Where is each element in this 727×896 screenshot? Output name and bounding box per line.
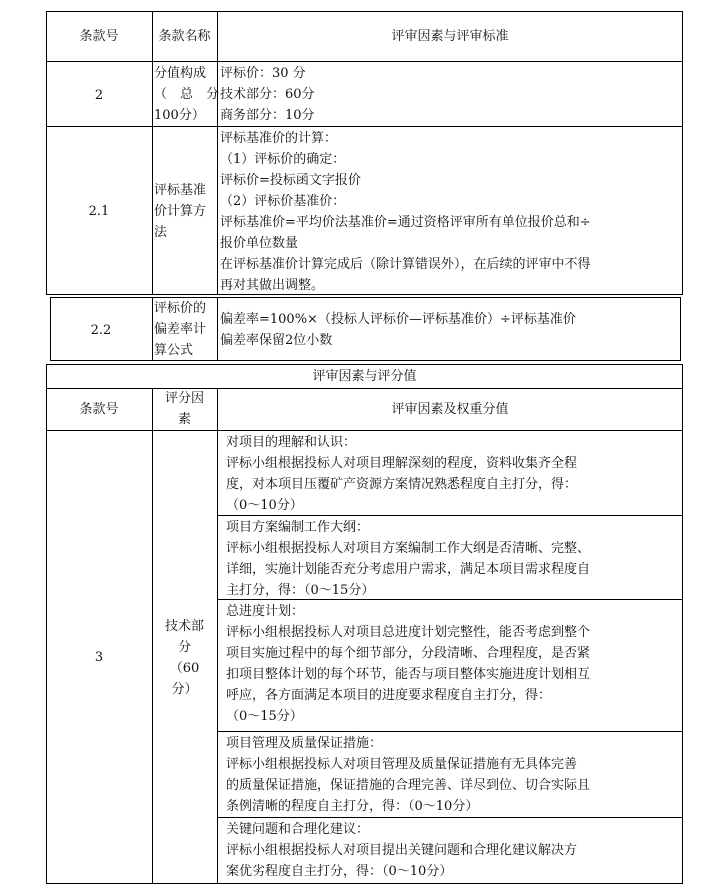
header-factor: 评分因 素 <box>164 391 204 427</box>
header-clause-no-2: 条款号 <box>79 402 119 417</box>
scoring-item-quality: 项目管理及质量保证措施： 评标小组根据投标人对项目管理及质量保证措施有无具体完善 的质量保证措施，保证措施的合理完善、详尽到位、切合实际且 条例清晰的程度自主打分，得：（0～10分） <box>226 736 591 814</box>
clause-no-2-1: 2.1 <box>88 204 110 219</box>
header-criteria-weight: 评审因素及权重分值 <box>391 402 509 417</box>
header-clause-name: 条款名称 <box>158 29 211 44</box>
clause-no-2: 2 <box>94 88 104 103</box>
criteria-2: 评标价：30 分 技术部分：60分 商务部分：10分 <box>220 66 315 123</box>
criteria-2-1: 评标基准价的计算： （1）评标价的确定： 评标价=投标函文字报价 （2）评标价基准价： 评标基准价=平均价法基准价=通过资格评审所有单位报价总和÷ 报价单位数量 在评标基准价计算完成后（除计算错误外），在后续的评审中不得 再对其做出调整。 <box>220 131 591 293</box>
scoring-item-suggestions: 关键问题和合理化建议： 评标小组根据投标人对项目提出关键问题和合理化建议解决方 案优劣程度自主打分，得：（0～10分） <box>226 822 578 879</box>
clause-no-3: 3 <box>94 650 104 665</box>
header-clause-no: 条款号 <box>79 29 119 44</box>
criteria-2-2: 偏差率=100%×（投标人评标价—评标基准价）÷评标基准价 偏差率保留2位小数 <box>220 312 576 348</box>
scoring-item-outline: 项目方案编制工作大纲： 评标小组根据投标人对项目方案编制工作大纲是否清晰、完整、 详细，实施计划能否充分考虑用户需求，满足本项目需求程度自 主打分，得：（0～15分） <box>226 520 591 598</box>
header-criteria: 评审因素与评审标准 <box>391 29 509 44</box>
clause-name-2-2: 评标价的 偏差率计 算公式 <box>154 301 207 358</box>
clause-name-2-1: 评标基准 价计算方 法 <box>154 183 207 240</box>
scoring-table-title: 评审因素与评分值 <box>312 369 417 384</box>
factor-technical: 技术部 分 （60 分） <box>164 619 204 697</box>
clause-no-2-2: 2.2 <box>90 323 112 338</box>
scoring-item-schedule: 总进度计划： 评标小组根据投标人对项目总进度计划完整性，能否考虑到整个 项目实施过程中的每个细节部分，分段清晰、合理程度，是否紧 扣项目整体计划的每个环节，能否与项目整体实施进度计划相互 呼应，各方面满足本项目的进度要求程度自主打分，得： （0～15分） <box>226 604 591 724</box>
clause-name-2: 分值构成 （ 总 分 100分） <box>154 66 220 123</box>
scoring-item-understanding: 对项目的理解和认识： 评标小组根据投标人对项目理解深刻的程度，资料收集齐全程 度，对本项目压覆矿产资源方案情况熟悉程度自主打分，得： （0～10分） <box>226 435 578 513</box>
